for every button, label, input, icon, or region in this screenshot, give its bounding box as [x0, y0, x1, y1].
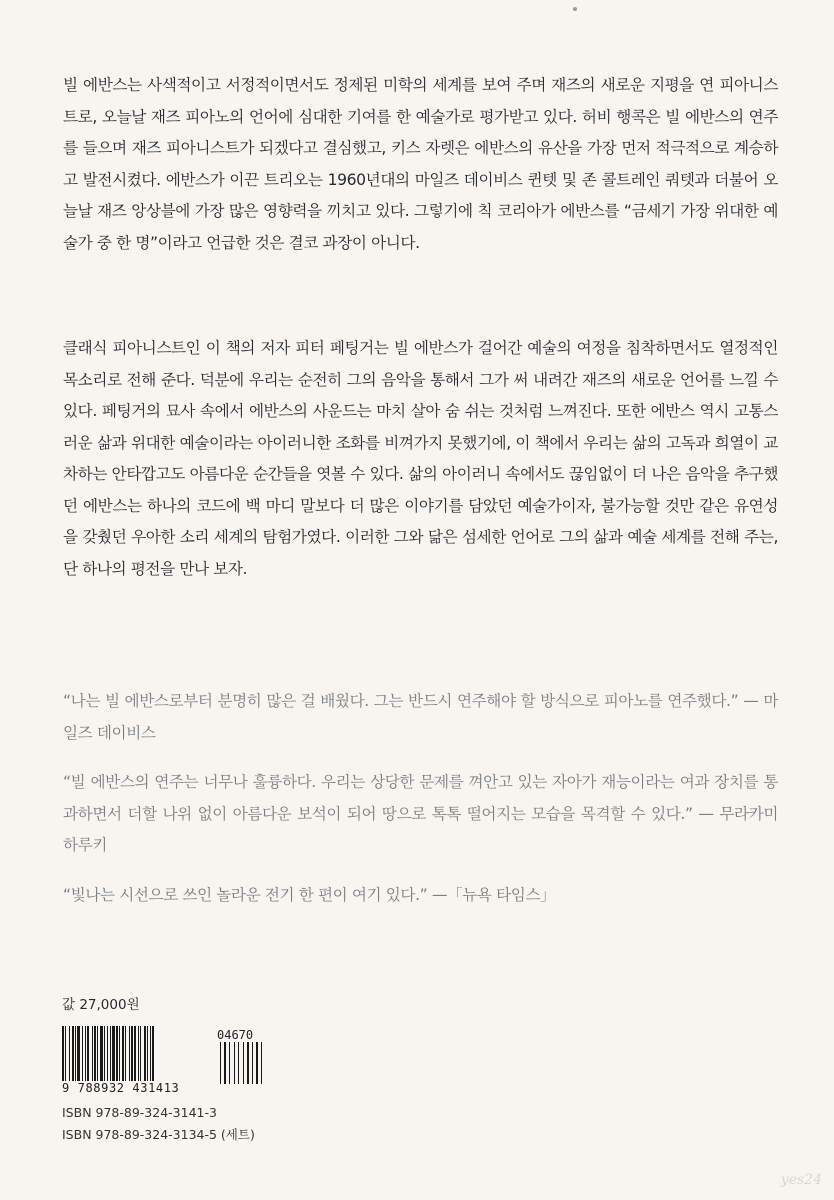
barcode-bar — [112, 1026, 115, 1084]
decorative-dot — [573, 7, 577, 11]
barcode-addon-bar — [229, 1042, 230, 1084]
isbn-barcode — [60, 1026, 274, 1094]
barcode-bar — [87, 1026, 89, 1084]
barcode-bar — [75, 1026, 76, 1084]
barcode-bar — [110, 1026, 111, 1084]
price-label: 값 27,000원 — [62, 997, 140, 1013]
isbn-set-line: ISBN 978-89-324-3134-5 (세트) — [62, 1127, 255, 1142]
barcode-bar — [129, 1026, 130, 1084]
review-quote-nyt: “빛나는 시선으로 쓰인 놀라운 전기 한 편이 여기 있다.” —「뉴욕 타임스」 — [63, 886, 556, 904]
barcode-addon-bar — [252, 1042, 253, 1084]
barcode-bar — [65, 1026, 66, 1084]
review-quote-miles-davis: “나는 빌 에반스로부터 분명히 많은 걸 배웠다. 그는 반드시 연주해야 할 방식으로 피아노를 연주했다.” — 마일즈 데이비스 — [63, 692, 778, 742]
barcode-bar — [131, 1026, 133, 1084]
barcode-bar — [125, 1026, 126, 1084]
barcode-addon-bar — [224, 1042, 226, 1084]
barcode-bar — [72, 1026, 74, 1084]
barcode-bar — [144, 1026, 146, 1084]
barcode-bar — [107, 1026, 108, 1084]
barcode-bar — [116, 1026, 118, 1084]
barcode-bar — [134, 1026, 136, 1084]
barcode-addon-bar — [238, 1042, 239, 1084]
barcode-bar — [138, 1026, 139, 1084]
barcode-addon-bar — [220, 1042, 221, 1084]
barcode-bar — [147, 1026, 148, 1084]
review-quote-murakami: “빌 에반스의 연주는 너무나 훌륭하다. 우리는 상당한 문제를 껴안고 있는 자아가 재능이라는 여과 장치를 통과하면서 더할 나위 없이 아름다운 보석이 되어 땅으로 톡톡 떨어지는 모습을 목격할 수 있다.” — 무라카미 하루키 — [63, 773, 778, 854]
barcode-addon-number: 04670 — [217, 1028, 254, 1042]
barcode-bar — [140, 1026, 141, 1084]
barcode-bar — [94, 1026, 96, 1084]
barcode-addon-bar — [256, 1042, 258, 1084]
barcode-bar — [62, 1026, 64, 1084]
description-paragraph-1: 빌 에반스는 사색적이고 서정적이면서도 정제된 미학의 세계를 보여 주며 재즈의 새로운 지평을 연 피아니스트로, 오늘날 재즈 피아노의 언어에 심대한 기여를 한 예술가로 평가받고 있다. 허비 행콕은 빌 에반스의 연주를 들으며 재즈 피아니스트가 되겠다고 결심했고, 키스 자렛은 에반스의 유산을 가장 먼저 적극적으로 계승하고 발전시켰다. 에반스가 이끈 트리오는 1960년대의 마일즈 데이비스 퀸텟 및 존 콜트레인 쿼텟과 더불어 오늘날 재즈 앙상블에 가장 많은 영향력을 끼치고 있다. 그렇기에 칙 코리아가 에반스를 “금세기 가장 위대한 예술가 중 한 명”이라고 언급한 것은 결코 과장이 아니다. — [63, 76, 778, 252]
barcode-bar — [77, 1026, 80, 1084]
barcode-bar — [85, 1026, 86, 1084]
watermark-logo: yes24 — [780, 1172, 822, 1188]
barcode-bar — [122, 1026, 124, 1084]
barcode-bar — [92, 1026, 93, 1084]
barcode-bar — [100, 1026, 103, 1084]
barcode-bar — [97, 1026, 98, 1084]
barcode-ean-number: 9 788932 431413 — [62, 1081, 180, 1095]
barcode-addon-bar — [234, 1042, 235, 1084]
barcode-addon-bar — [261, 1042, 262, 1084]
barcode-bar — [119, 1026, 120, 1084]
barcode-bar — [82, 1026, 83, 1084]
barcode-bar — [152, 1026, 154, 1084]
barcode-bar — [69, 1026, 70, 1084]
isbn-line: ISBN 978-89-324-3141-3 — [62, 1105, 217, 1120]
barcode-addon-bar — [247, 1042, 249, 1084]
barcode-bar — [104, 1026, 105, 1084]
barcode-bar — [150, 1026, 151, 1084]
description-paragraph-2: 클래식 피아니스트인 이 책의 저자 피터 페팅거는 빌 에반스가 걸어간 예술의 여정을 침착하면서도 열정적인 목소리로 전해 준다. 덕분에 우리는 순전히 그의 음악을 통해서 그가 써 내려간 재즈의 새로운 언어를 느낄 수 있다. 페팅거의 묘사 속에서 에반스의 사운드는 마치 살아 숨 쉬는 것처럼 느껴진다. 또한 에반스 역시 고통스러운 삶과 위대한 예술이라는 아이러니한 조화를 비껴가지 못했기에, 이 책에서 우리는 삶의 고독과 희열이 교차하는 안타깝고도 아름다운 순간들을 엿볼 수 있다. 삶의 아이러니 속에서도 끊임없이 더 나은 음악을 추구했던 에반스는 하나의 코드에 백 마디 말보다 더 많은 이야기를 담았던 예술가이자, 불가능할 것만 같은 유연성을 갖췄던 우아한 소리 세계의 탐험가였다. 이러한 그와 닮은 섬세한 언어로 그의 삶과 예술 세계를 전해 주는, 단 하나의 평전을 만나 보자. — [63, 339, 778, 578]
barcode-addon-bar — [243, 1042, 244, 1084]
